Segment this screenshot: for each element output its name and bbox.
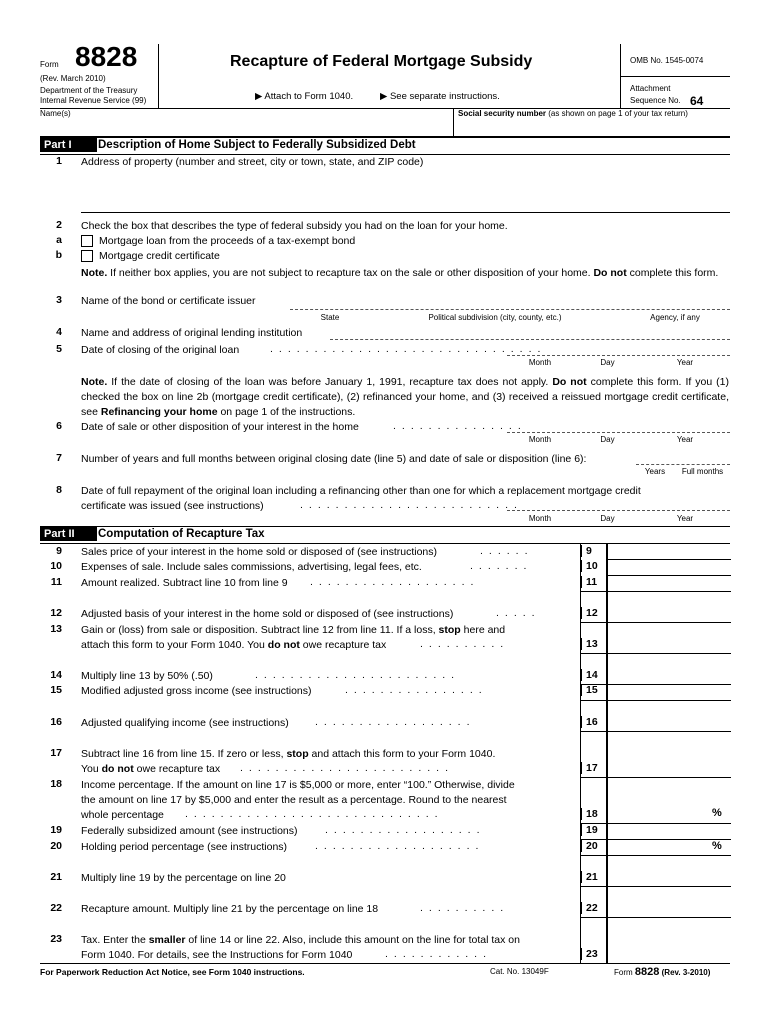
line-13-amount[interactable] bbox=[607, 622, 731, 654]
line-14-amount[interactable] bbox=[607, 653, 731, 685]
month-sublabel: Month bbox=[528, 435, 552, 444]
closing-date-field[interactable] bbox=[507, 346, 730, 356]
line-23-label-cont: Form 1040. For details, see the Instructions for Form 1040 bbox=[81, 949, 353, 961]
repayment-date-field[interactable] bbox=[507, 501, 730, 511]
line-19-label: Federally subsidized amount (see instructions) bbox=[81, 825, 298, 837]
day-sublabel: Day bbox=[600, 358, 615, 367]
line-1-label: Address of property (number and street, city or town, state, and ZIP code) bbox=[81, 156, 424, 168]
sequence-number: 64 bbox=[690, 94, 704, 108]
line-17-label-cont: You do not owe recapture tax bbox=[81, 763, 221, 775]
line-22-label: Recapture amount. Multiply line 21 by the percentage on line 18 bbox=[81, 903, 379, 915]
line-18-label-end: whole percentage bbox=[81, 809, 164, 821]
full-months-sublabel: Full months bbox=[681, 467, 724, 476]
names-label: Name(s) bbox=[40, 109, 71, 118]
line-14-label: Multiply line 13 by 50% (.50) bbox=[81, 670, 213, 682]
line-2-label: Check the box that describes the type of federal subsidy you had on the loan for your home. bbox=[81, 220, 508, 232]
percent-sign-20: % bbox=[712, 840, 722, 852]
line-23-amount[interactable] bbox=[607, 917, 731, 963]
state-sublabel: State bbox=[320, 313, 340, 322]
line-9-label: Sales price of your interest in the home sold or disposed of (see instructions) bbox=[81, 546, 438, 558]
part-i-title: Description of Home Subject to Federally Subsidized Debt bbox=[98, 139, 416, 151]
line-3-label: Name of the bond or certificate issuer bbox=[81, 295, 256, 307]
line-18-label-cont: the amount on line 17 by $5,000 and enter the result as a percentage. Round to the nearest bbox=[81, 794, 507, 806]
omb-number: OMB No. 1545-0074 bbox=[630, 56, 704, 65]
line-15-amount[interactable] bbox=[607, 684, 731, 701]
year-sublabel: Year bbox=[676, 435, 694, 444]
line-18-label: Income percentage. If the amount on line 17 is $5,000 or more, enter “100.” Otherwise, divide bbox=[81, 779, 515, 791]
year-sublabel: Year bbox=[676, 514, 694, 523]
line-12-label: Adjusted basis of your interest in the home sold or disposed of (see instructions) bbox=[81, 608, 454, 620]
day-sublabel: Day bbox=[600, 435, 615, 444]
line-2a-option[interactable]: Mortgage loan from the proceeds of a tax-exempt bond bbox=[81, 234, 355, 249]
form-number: 8828 bbox=[75, 41, 138, 72]
month-sublabel: Month bbox=[528, 514, 552, 523]
line-16-label: Adjusted qualifying income (see instructions) bbox=[81, 717, 289, 729]
line-13-label: Gain or (loss) from sale or disposition. Subtract line 12 from line 11. If a loss, stop here and bbox=[81, 624, 506, 636]
line-17-label: Subtract line 16 from line 15. If zero or less, stop and attach this form to your Form 1040. bbox=[81, 748, 496, 760]
line-21-amount[interactable] bbox=[607, 855, 731, 887]
issuer-field[interactable] bbox=[290, 300, 730, 310]
note-1: Note. If neither box applies, you are not subject to recapture tax on the sale or other disposition of your home. Do not complete this form. bbox=[81, 267, 719, 279]
lender-field[interactable] bbox=[330, 328, 730, 340]
names-field[interactable] bbox=[40, 110, 452, 135]
box-9-num: 9 bbox=[581, 545, 610, 557]
part-ii-title: Computation of Recapture Tax bbox=[98, 528, 265, 540]
form-word: Form bbox=[40, 60, 59, 69]
sale-date-field[interactable] bbox=[507, 423, 730, 433]
percent-sign-18: % bbox=[712, 807, 722, 819]
line-13-label-cont: attach this form to your Form 1040. You do not owe recapture tax bbox=[81, 639, 387, 651]
line-10-amount[interactable] bbox=[607, 559, 731, 576]
attach-instruction: ▶ Attach to Form 1040. bbox=[255, 91, 354, 102]
footer-form-number: Form 8828 (Rev. 3-2010) bbox=[614, 966, 711, 978]
form-title: Recapture of Federal Mortgage Subsidy bbox=[230, 53, 533, 70]
line-21-label: Multiply line 19 by the percentage on line 20 bbox=[81, 872, 286, 884]
checkbox-2b[interactable] bbox=[81, 250, 93, 262]
address-field[interactable] bbox=[81, 172, 730, 213]
catalog-number: Cat. No. 13049F bbox=[490, 967, 549, 976]
department: Department of the Treasury bbox=[40, 86, 138, 95]
ssn-label: Social security number (as shown on page 1 of your tax return) bbox=[458, 109, 688, 118]
line-16-amount[interactable] bbox=[607, 700, 731, 732]
line-11-amount[interactable] bbox=[607, 575, 731, 592]
line-7-label: Number of years and full months between original closing date (line 5) and date of sale or disposition (line 6): bbox=[81, 453, 587, 465]
checkbox-2a[interactable] bbox=[81, 235, 93, 247]
line-5-label: Date of closing of the original loan bbox=[81, 344, 240, 356]
irs-label: Internal Revenue Service (99) bbox=[40, 96, 147, 105]
part-ii-label: Part II bbox=[40, 527, 97, 541]
political-subdivision-sublabel: Political subdivision (city, county, etc.) bbox=[428, 313, 562, 322]
line-2b-option[interactable]: Mortgage credit certificate bbox=[81, 249, 220, 264]
line-6-label: Date of sale or other disposition of your interest in the home bbox=[81, 421, 359, 433]
month-sublabel: Month bbox=[528, 358, 552, 367]
line-8-label-cont: certificate was issued (see instructions) bbox=[81, 500, 264, 512]
paperwork-notice: For Paperwork Reduction Act Notice, see Form 1040 instructions. bbox=[40, 967, 305, 977]
line-17-amount[interactable] bbox=[607, 731, 731, 778]
line-11-label: Amount realized. Subtract line 10 from line 9 bbox=[81, 577, 288, 589]
line-15-label: Modified adjusted gross income (see instructions) bbox=[81, 685, 312, 697]
line-19-amount[interactable] bbox=[607, 823, 731, 840]
line-9-amount[interactable] bbox=[607, 543, 731, 560]
attachment-label: Attachment bbox=[630, 84, 671, 93]
day-sublabel: Day bbox=[600, 514, 615, 523]
line-10-label: Expenses of sale. Include sales commissions, advertising, legal fees, etc. bbox=[81, 561, 422, 573]
line-22-amount[interactable] bbox=[607, 886, 731, 918]
line-23-label: Tax. Enter the smaller of line 14 or line 22. Also, include this amount on the line for total tax on bbox=[81, 934, 520, 946]
sequence-label: Sequence No. bbox=[630, 96, 681, 105]
note-2: Note. If the date of closing of the loan was before January 1, 1991, recapture tax does not apply. Do not complete this form. If you (1) checked the box on line 2b (mortgage credit certificate), (2) refinanced your home, and (3) received a reissued mortgage credit certificate, see Refinancing your home on page 1 of the instructions. bbox=[81, 376, 730, 418]
revision-date: (Rev. March 2010) bbox=[40, 74, 106, 83]
part-i-label: Part I bbox=[40, 138, 97, 152]
years-months-field[interactable] bbox=[636, 455, 730, 465]
see-instruction: ▶ See separate instructions. bbox=[380, 91, 500, 102]
years-sublabel: Years bbox=[644, 467, 666, 476]
line-12-amount[interactable] bbox=[607, 591, 731, 623]
ssn-field[interactable] bbox=[455, 120, 730, 135]
year-sublabel: Year bbox=[676, 358, 694, 367]
agency-sublabel: Agency, if any bbox=[650, 313, 700, 322]
line-20-label: Holding period percentage (see instructions) bbox=[81, 841, 288, 853]
line-4-label: Name and address of original lending institution bbox=[81, 327, 303, 339]
line-8-label: Date of full repayment of the original loan including a refinancing other than one for which a replacement mortgage credit bbox=[81, 485, 641, 497]
